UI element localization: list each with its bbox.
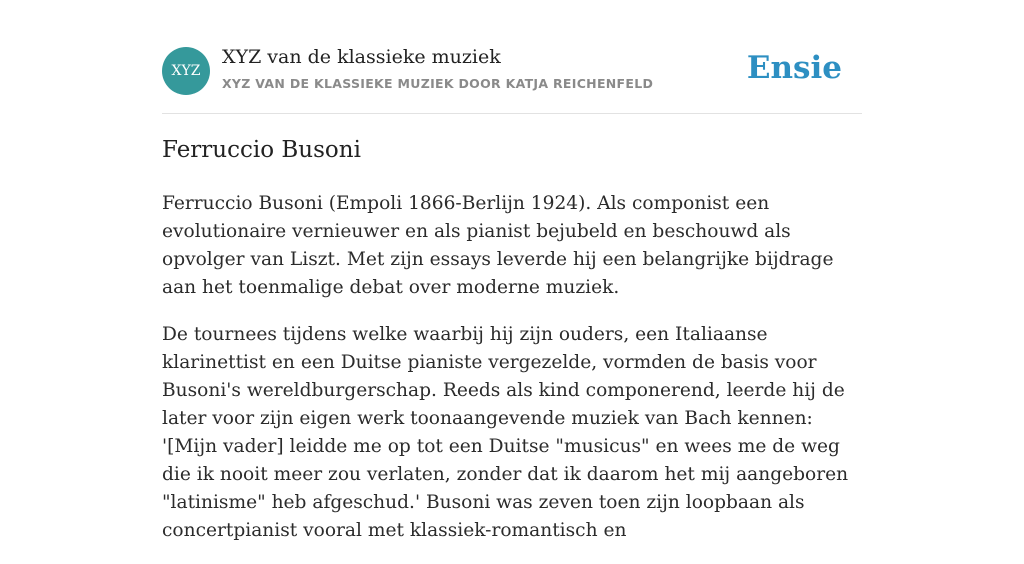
site-title-link[interactable]: XYZ van de klassieke muziek [222, 46, 501, 68]
site-subtitle: XYZ VAN DE KLASSIEKE MUZIEK DOOR KATJA REICHENFELD [222, 76, 654, 91]
site-logo[interactable]: XYZ [162, 47, 210, 95]
article-paragraph: De tournees tijdens welke waarbij hij zijn ouders, een Italiaanse klarinettist en een Duitse pianiste vergezelde, vormden de basis voor Busoni's wereldburgerschap. Reeds als kind componerend, leerde hij de later voor zijn eigen werk toonaangevende muziek van Bach kennen: '[Mijn vader] leidde me op tot een Duitse "musicus" en wees me de weg die ik nooit meer zou verlaten, zonder dat ik daarom het mij aangeboren "latinisme" heb afgeschud.' Busoni was zeven toen zijn loopbaan als concertpianist vooral met klassiek-romantisch en [162, 324, 849, 541]
site-header [162, 0, 862, 114]
article-paragraph: Ferruccio Busoni (Empoli 1866-Berlijn 1924). Als componist een evolutionaire vernieuwer en als pianist bejubeld en beschouwd als opvolger van Liszt. Met zijn essays leverde hij een belangrijke bijdrage aan het toenmalige debat over moderne muziek. [162, 193, 834, 298]
article-body [162, 190, 862, 564]
brand-logo-link[interactable]: Ensie [746, 50, 842, 86]
content-container [162, 0, 862, 541]
article-title: Ferruccio Busoni [162, 137, 361, 163]
